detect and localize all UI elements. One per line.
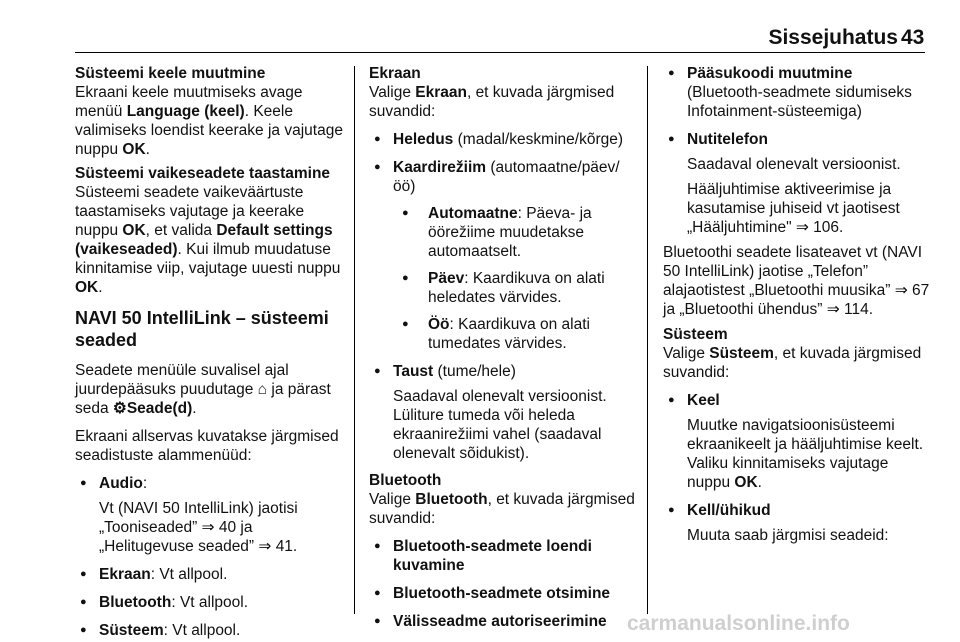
heading-bluetooth: Bluetooth xyxy=(369,472,442,489)
list-item-bt-search: ● Bluetooth-seadmete otsimine xyxy=(369,584,639,603)
list-item-kaardireziim: ● Kaardirežiim (automaatne/päev/öö) xyxy=(369,158,639,196)
nutitelefon-voice: Hääljuhtimise aktiveerimise ja kasutamise juhiseid vt jaotisest „Hääljuhtimine" ⇒ 106. xyxy=(687,181,900,236)
column-3 xyxy=(663,64,933,545)
heading-language-change: Süsteemi keele muutmine xyxy=(75,65,266,82)
sublist-item-automaatne: ● Automaatne: Päeva- ja öörežiime muudetakse automaatselt. xyxy=(398,204,639,261)
list-item-kell-uhikud: ● Kell/ühikud xyxy=(663,501,933,520)
list-item-susteem: ● Süsteem: Vt allpool. xyxy=(75,621,345,640)
list-item-heledus: ● Heledus (madal/keskmine/kõrge) xyxy=(369,130,639,149)
column-1 xyxy=(75,64,345,640)
paragraph-bluetooth-more: Bluetoothi seadete lisateavet vt (NAVI 50 IntelliLink) jaotise „Telefon” alajaotistest „Bluetoothi muusika” ⇒ 67 ja „Bluetoothi ühendus” ⇒ 114. xyxy=(663,244,930,318)
heading-ekraan: Ekraan xyxy=(369,65,421,82)
paragraph-submenu-intro: Ekraani allservas kuvatakse järgmised seadistuste alammenüüd: xyxy=(75,428,339,464)
paragraph-ekraan: Valige Ekraan, et kuvada järgmised suvandid: xyxy=(369,84,615,120)
column-2 xyxy=(369,64,639,631)
paragraph-bluetooth: Valige Bluetooth, et kuvada järgmised suvandid: xyxy=(369,491,635,527)
heading-reset-defaults: Süsteemi vaikeseadete taastamine xyxy=(75,165,331,182)
watermark: carmanualsonline.info xyxy=(627,612,850,635)
keel-description: Muutke navigatsioonisüsteemi ekraanikeelt ja hääljuhtimise keelt. Valiku kinnitamiseks vajutage nuppu OK. xyxy=(687,417,924,491)
column-divider-2 xyxy=(647,66,648,614)
sublist-item-paev: ● Päev: Kaardikuva on alati heledates värvides. xyxy=(398,269,639,307)
list-item-bluetooth: ● Bluetooth: Vt allpool. xyxy=(75,593,345,612)
heading-navi50-settings: NAVI 50 IntelliLink – süsteemi seaded xyxy=(75,308,329,350)
header-rule xyxy=(75,52,925,53)
running-header-title: Sissejuhatus xyxy=(768,26,898,49)
gear-icon: ⚙ xyxy=(112,400,127,417)
list-item-keel: ● Keel xyxy=(663,391,933,410)
paragraph-susteem: Valige Süsteem, et kuvada järgmised suvandid: xyxy=(663,345,922,381)
paragraph-language: Ekraani keele muutmiseks avage menüü Language (keel). Keele valimiseks loendist keerake ja vajutage nuppu OK. xyxy=(75,84,343,158)
heading-susteem: Süsteem xyxy=(663,326,728,343)
column-divider-1 xyxy=(354,66,355,614)
list-item-audio: ● Audio: xyxy=(75,474,345,493)
paragraph-navi-access: Seadete menüüle suvalisel ajal juurdepääsuks puudutage ⌂ ja pärast seda ⚙Seade(d). xyxy=(75,362,331,417)
list-item-ekraan: ● Ekraan: Vt allpool. xyxy=(75,565,345,584)
audio-description: Vt (NAVI 50 IntelliLink) jaotisi „Tooniseaded” ⇒ 40 ja „Helitugevuse seaded” ⇒ 41. xyxy=(99,500,298,555)
list-item-bt-authorize: ● Välisseadme autoriseerimine xyxy=(369,612,639,631)
sublist-item-oo: ● Öö: Kaardikuva on alati tumedates värvides. xyxy=(398,315,639,353)
list-item-passcode: ● Pääsukoodi muutmine (Bluetooth-seadmete sidumiseks Infotainment-süsteemiga) xyxy=(663,64,933,121)
page-number: 43 xyxy=(901,26,925,49)
kell-description: Muuta saab järgmisi seadeid: xyxy=(687,527,889,544)
list-item-taust: ● Taust (tume/hele) xyxy=(369,362,639,381)
taust-description: Saadaval olenevalt versioonist. Lüliture tumeda või heleda ekraanirežiimi vahel (saadaval olenevalt sõidukist). xyxy=(393,388,607,462)
list-item-bt-device-list: ● Bluetooth-seadmete loendi kuvamine xyxy=(369,537,639,575)
nutitelefon-availability: Saadaval olenevalt versioonist. xyxy=(687,156,901,173)
paragraph-reset: Süsteemi seadete vaikeväärtuste taastamiseks vajutage ja keerake nuppu OK, et valida Default settings (vaikeseaded). Kui ilmub muudatuse kinnitamise viip, vajutage uuesti nuppu OK. xyxy=(75,184,341,296)
list-item-nutitelefon: ● Nutitelefon xyxy=(663,130,933,149)
home-icon: ⌂ xyxy=(257,381,268,398)
